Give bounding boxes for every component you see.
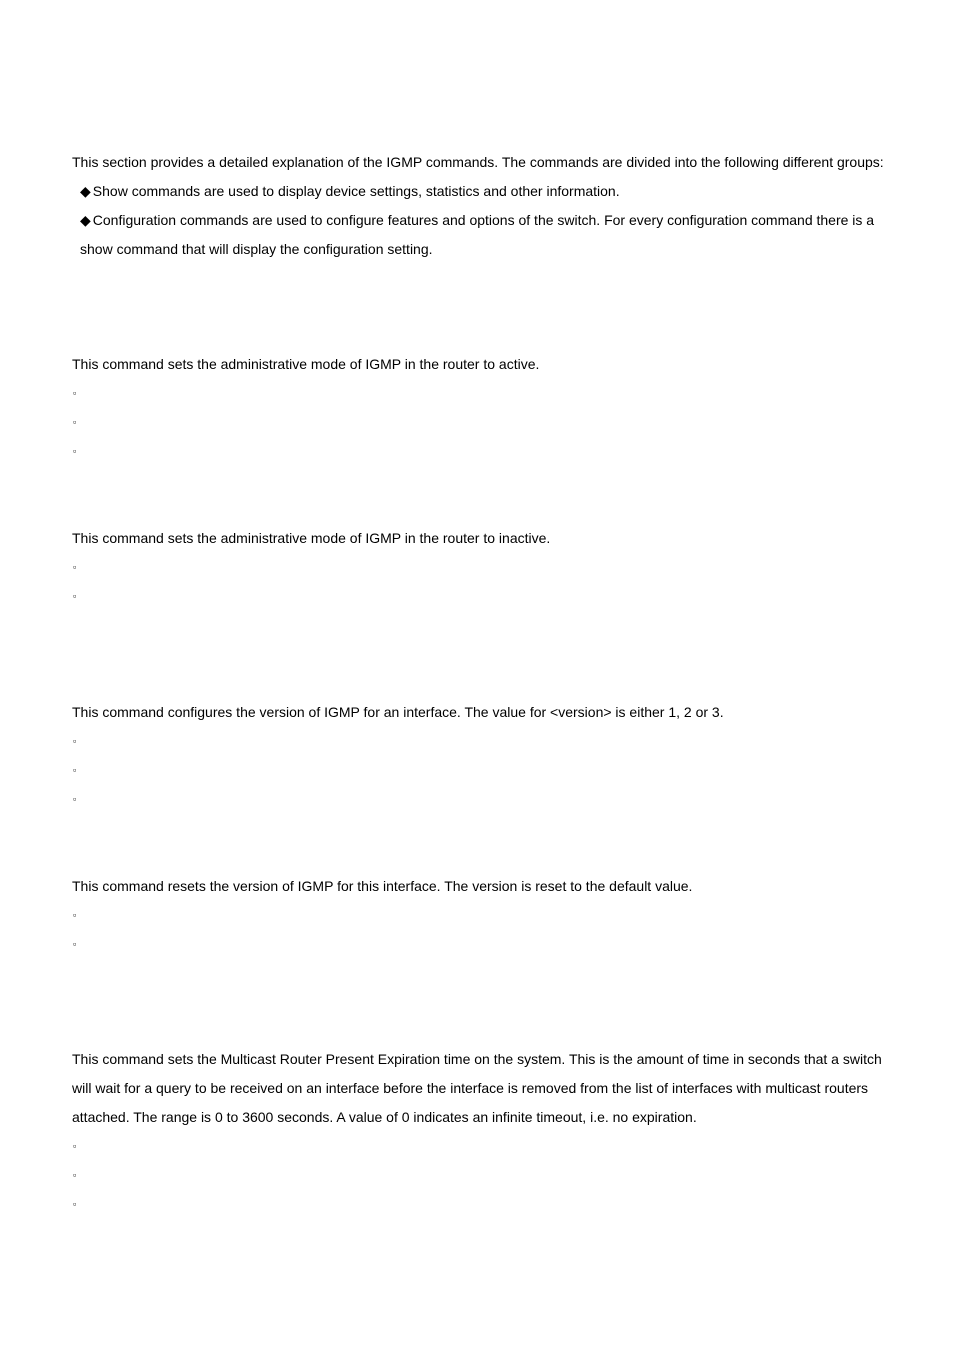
empty-marker-icon: ▫: [73, 736, 77, 746]
section-description: This command configures the version of IGMP for an interface. The value for <version> is either 1, 2 or 3.: [72, 704, 724, 720]
intro-bullet-show: ◆ Show commands are used to display device settings, statistics and other information.: [80, 183, 620, 199]
empty-marker-icon: ▫: [73, 1170, 77, 1180]
empty-marker-icon: ▫: [73, 910, 77, 920]
intro-paragraph: This section provides a detailed explanation of the IGMP commands. The commands are divided into the following different groups:: [72, 154, 884, 170]
empty-marker-icon: ▫: [73, 417, 77, 427]
section-igmp-version-reset: [72, 872, 887, 959]
section-router-present-expiration: [72, 1045, 887, 1219]
section-description: This command sets the administrative mode of IGMP in the router to inactive.: [72, 530, 551, 546]
empty-marker-icon: ▫: [73, 765, 77, 775]
empty-marker-icon: ▫: [73, 1199, 77, 1209]
section-igmp-version: [72, 698, 887, 814]
diamond-bullet-icon: ◆: [80, 183, 91, 199]
empty-marker-icon: ▫: [73, 591, 77, 601]
intro-bullet-configuration: ◆ Configuration commands are used to configure features and options of the switch. For every configuration command there is a show command that will display the configuration setting.: [80, 212, 875, 257]
diamond-bullet-icon: ◆: [80, 212, 91, 228]
document-page: [72, 148, 887, 1219]
section-igmp-enable: [72, 350, 887, 466]
empty-marker-icon: ▫: [73, 1141, 77, 1151]
empty-marker-icon: ▫: [73, 446, 77, 456]
section-description: This command resets the version of IGMP for this interface. The version is reset to the default value.: [72, 878, 693, 894]
section-description: This command sets the Multicast Router Present Expiration time on the system. This is the amount of time in seconds that a switch will wait for a query to be received on an interface before the interface is removed from the list of interfaces with multicast routers attached. The range is 0 to 3600 seconds. A value of 0 indicates an infinite timeout, i.e. no expiration.: [72, 1051, 882, 1125]
empty-marker-icon: ▫: [73, 388, 77, 398]
section-igmp-disable: [72, 524, 887, 611]
empty-marker-icon: ▫: [73, 794, 77, 804]
section-description: This command sets the administrative mode of IGMP in the router to active.: [72, 356, 540, 372]
empty-marker-icon: ▫: [73, 939, 77, 949]
empty-marker-icon: ▫: [73, 562, 77, 572]
